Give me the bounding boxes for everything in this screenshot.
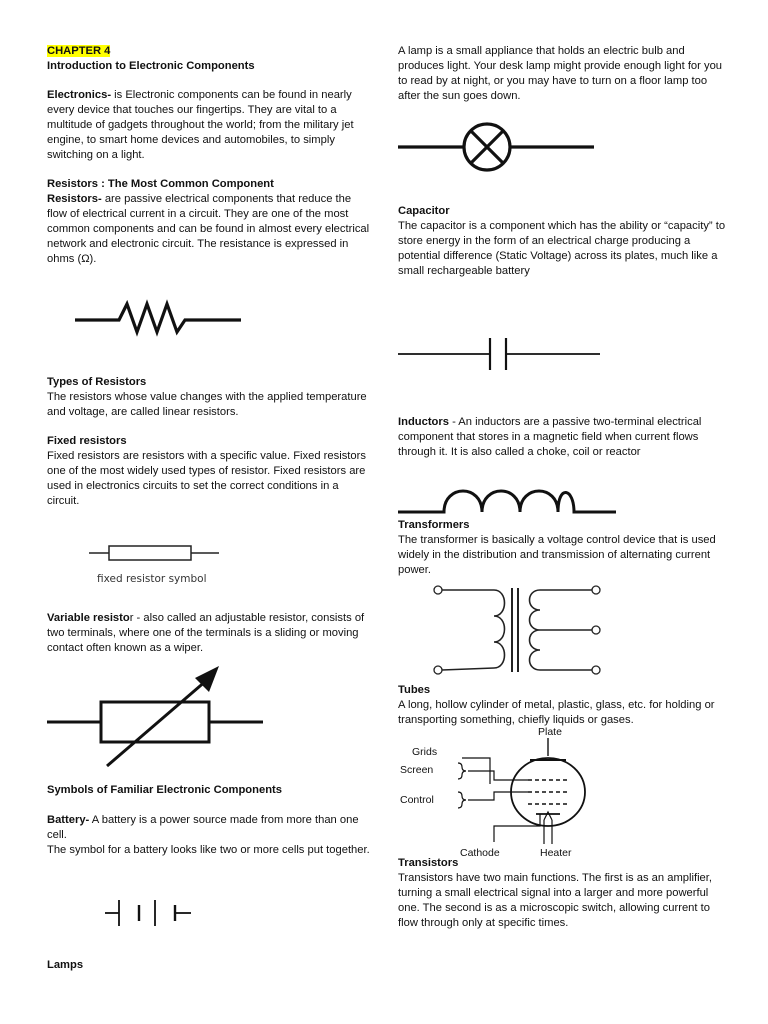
lamps-heading-block	[47, 958, 372, 973]
types-heading: Types of Resistors	[47, 376, 147, 388]
types-section	[47, 375, 372, 420]
tubes-text: A long, hollow cylinder of metal, plastic, glass, etc. for holding or transporting something, chiefly liquids or gases.	[398, 699, 715, 726]
capacitor-symbol-icon	[398, 336, 604, 372]
tube-label-heater: Heater	[540, 847, 572, 859]
transformers-text: The transformer is basically a voltage control device that is used widely in the distribution and transmission of alternating current power.	[398, 534, 716, 576]
battery-section	[47, 813, 372, 858]
resistors-heading: Resistors : The Most Common Component	[47, 178, 274, 190]
fixed-resistor-caption: fixed resistor symbol	[97, 573, 207, 585]
symbols-heading-block	[47, 783, 372, 798]
transistors-section	[398, 856, 728, 931]
tube-label-plate: Plate	[538, 726, 562, 738]
tube-label-grids: Grids	[412, 746, 438, 758]
transformers-heading: Transformers	[398, 519, 470, 531]
tube-label-cathode: Cathode	[460, 847, 500, 859]
variable-text: - also called an adjustable resistor, consists of two terminals, where one of the terminals is a sliding or moving contact often known as a wiper.	[47, 612, 365, 654]
chapter-label: CHAPTER 4	[47, 45, 111, 57]
chapter-header	[47, 44, 372, 74]
intro-title: Introduction to Electronic Components	[47, 60, 255, 72]
inductors-term: Inductors	[398, 416, 449, 428]
battery-text-2: The symbol for a battery looks like two or more cells put together.	[47, 844, 370, 856]
resistor-symbol-icon	[75, 296, 245, 336]
transistors-heading: Transistors	[398, 857, 459, 869]
transformer-symbol-icon	[432, 584, 602, 676]
transformers-section	[398, 518, 728, 578]
tubes-section	[398, 683, 728, 728]
inductors-text: - An inductors are a passive two-terminal electrical component that stores in a magnetic field when current flows through it. It is also called a choke, coil or reactor	[398, 416, 702, 458]
tubes-heading: Tubes	[398, 684, 431, 696]
lamp-paragraph	[398, 44, 728, 104]
fixed-text: Fixed resistors are resistors with a specific value. Fixed resistors one of the most widely used types of resistor. Fixed resistors are used in electronics circuits to set the correct conditions in a circuit.	[47, 450, 366, 507]
resistors-term: Resistors-	[47, 193, 102, 205]
resistors-section	[47, 177, 372, 267]
variable-resistor-symbol-icon	[47, 660, 269, 770]
fixed-section	[47, 434, 372, 509]
capacitor-text: The capacitor is a component which has the ability or “capacity” to store energy in the form of an electrical charge producing a potential difference (Static Voltage) across its plates, much like a small rechargeable battery	[398, 220, 726, 277]
resistors-text: are passive electrical components that reduce the flow of electrical current in a circuit. They are one of the most common components and can be found in almost every electrical network and electronic circuit. The resistance is expressed in ohms (Ω).	[47, 193, 370, 265]
electronics-text: is Electronic components can be found in nearly every device that touches our fingertips. They are vital to a multitude of gadgets throughout the world; from the military jet engine, to smart home devices and automobiles, to simply switching on a light.	[47, 89, 354, 161]
inductors-section	[398, 415, 728, 460]
battery-term: Battery-	[47, 814, 90, 826]
variable-term-end: r	[129, 612, 134, 624]
capacitor-section	[398, 204, 728, 279]
vacuum-tube-diagram-icon	[398, 726, 598, 860]
electronics-term: Electronics-	[47, 89, 112, 101]
inductor-symbol-icon	[398, 480, 620, 516]
symbols-heading: Symbols of Familiar Electronic Components	[47, 784, 282, 796]
tube-label-control: Control	[400, 794, 434, 806]
electronics-paragraph	[47, 88, 372, 163]
types-text: The resistors whose value changes with the applied temperature and voltage, are called linear resistors.	[47, 391, 367, 418]
battery-text: A battery is a power source made from more than one cell.	[47, 814, 359, 841]
fixed-resistor-symbol-icon	[89, 542, 269, 564]
left-column	[47, 0, 372, 1024]
battery-symbol-icon	[105, 896, 197, 930]
transistors-text: Transistors have two main functions. The first is as an amplifier, turning a small electrical signal into a larger and more powerful one. The second is as a microscopic switch, allowing current to flow through only at specific times.	[398, 872, 712, 929]
fixed-heading: Fixed resistors	[47, 435, 127, 447]
right-column	[398, 0, 728, 1024]
lamp-text: A lamp is a small appliance that holds an electric bulb and produces light. Your desk lamp might provide enough light for you to read by at night, or you may have to turn on a floor lamp too after the sun goes down.	[398, 45, 723, 102]
lamps-heading: Lamps	[47, 959, 84, 971]
lamp-symbol-icon	[398, 120, 598, 176]
tube-label-screen: Screen	[400, 764, 434, 776]
variable-term: Variable resisto	[47, 612, 130, 624]
variable-section	[47, 611, 372, 656]
capacitor-heading: Capacitor	[398, 205, 450, 217]
